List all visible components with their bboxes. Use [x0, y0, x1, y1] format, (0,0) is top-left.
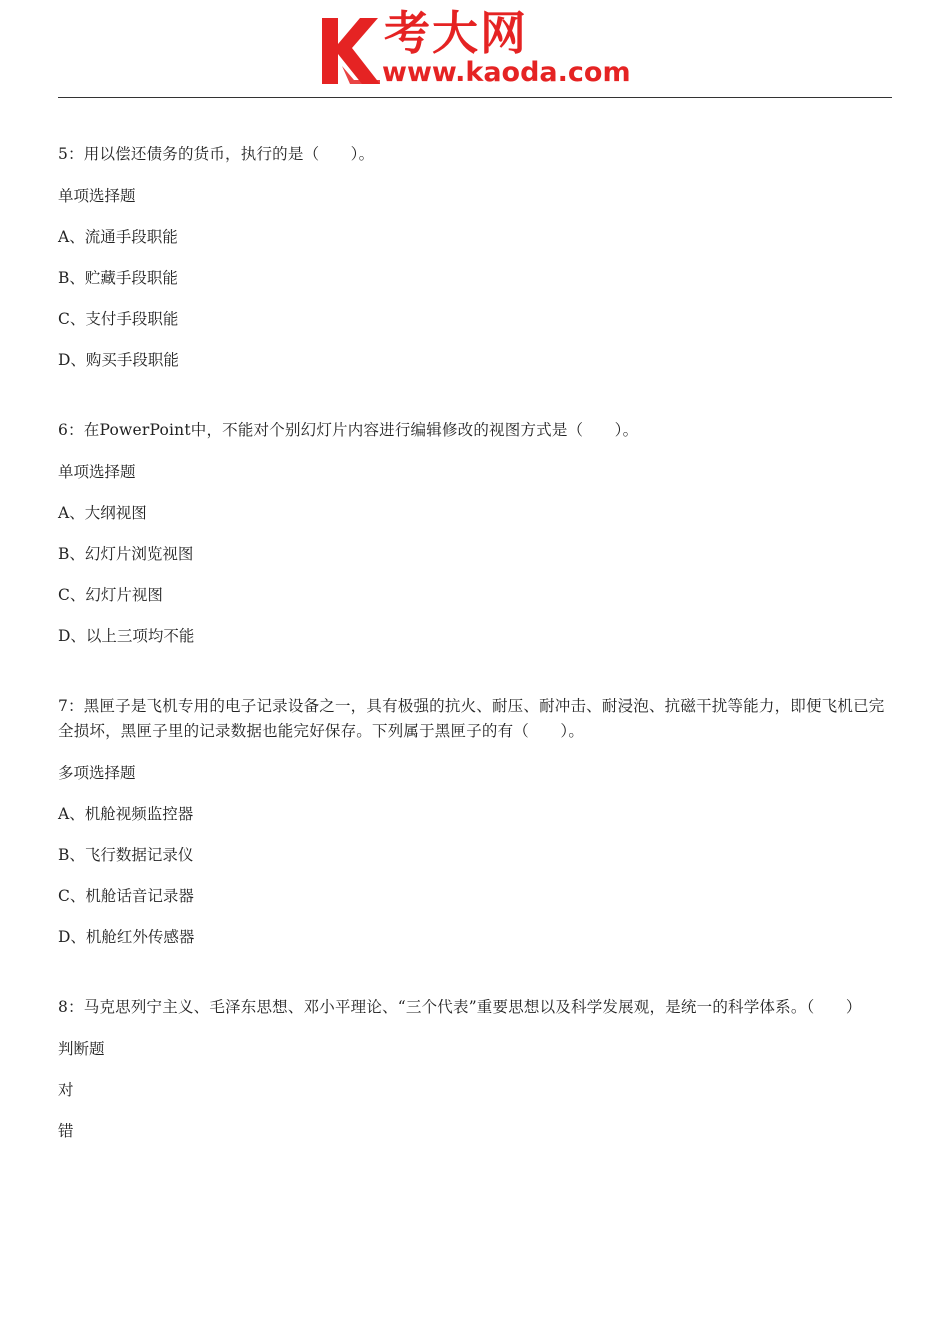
page-header — [58, 0, 892, 98]
question-type: 判断题 — [58, 1040, 105, 1058]
option-true[interactable]: 对 — [58, 1081, 74, 1099]
option-b[interactable]: B、幻灯片浏览视图 — [58, 545, 194, 563]
option-false[interactable]: 错 — [58, 1122, 74, 1140]
header-divider — [58, 97, 892, 98]
logo-url[interactable]: www.kaoda.com — [382, 57, 631, 88]
kaoda-logo[interactable] — [320, 6, 640, 88]
question-type: 单项选择题 — [58, 187, 136, 205]
question-stem: 8：马克思列宁主义、毛泽东思想、邓小平理论、“三个代表”重要思想以及科学发展观，是统一的科学体系。（ ） — [58, 998, 862, 1016]
question-8 — [58, 995, 894, 1144]
option-c[interactable]: C、幻灯片视图 — [58, 586, 163, 604]
k-logo-icon — [320, 14, 382, 86]
question-list — [58, 142, 894, 1189]
option-b[interactable]: B、贮藏手段职能 — [58, 269, 178, 287]
option-c[interactable]: C、支付手段职能 — [58, 310, 179, 328]
question-type: 多项选择题 — [58, 764, 136, 782]
option-d[interactable]: D、机舱红外传感器 — [58, 928, 195, 946]
question-stem: 5：用以偿还债务的货币，执行的是（ ）。 — [58, 145, 375, 163]
option-d[interactable]: D、以上三项均不能 — [58, 627, 195, 645]
question-stem: 6：在PowerPoint中，不能对个别幻灯片内容进行编辑修改的视图方式是（ ）。 — [58, 421, 639, 439]
question-6 — [58, 418, 894, 649]
option-a[interactable]: A、大纲视图 — [58, 504, 147, 522]
question-type: 单项选择题 — [58, 463, 136, 481]
option-a[interactable]: A、机舱视频监控器 — [58, 805, 194, 823]
option-c[interactable]: C、机舱话音记录器 — [58, 887, 194, 905]
logo-name: 考大网 — [384, 6, 528, 60]
option-b[interactable]: B、飞行数据记录仪 — [58, 846, 194, 864]
question-7 — [58, 694, 894, 950]
question-stem: 7：黑匣子是飞机专用的电子记录设备之一，具有极强的抗火、耐压、耐冲击、耐浸泡、抗磁干扰等能力，即便飞机已完全损坏，黑匣子里的记录数据也能完好保存。下列属于黑匣子的有（ ）。 — [58, 697, 885, 740]
question-5 — [58, 142, 894, 373]
option-d[interactable]: D、购买手段职能 — [58, 351, 179, 369]
option-a[interactable]: A、流通手段职能 — [58, 228, 178, 246]
